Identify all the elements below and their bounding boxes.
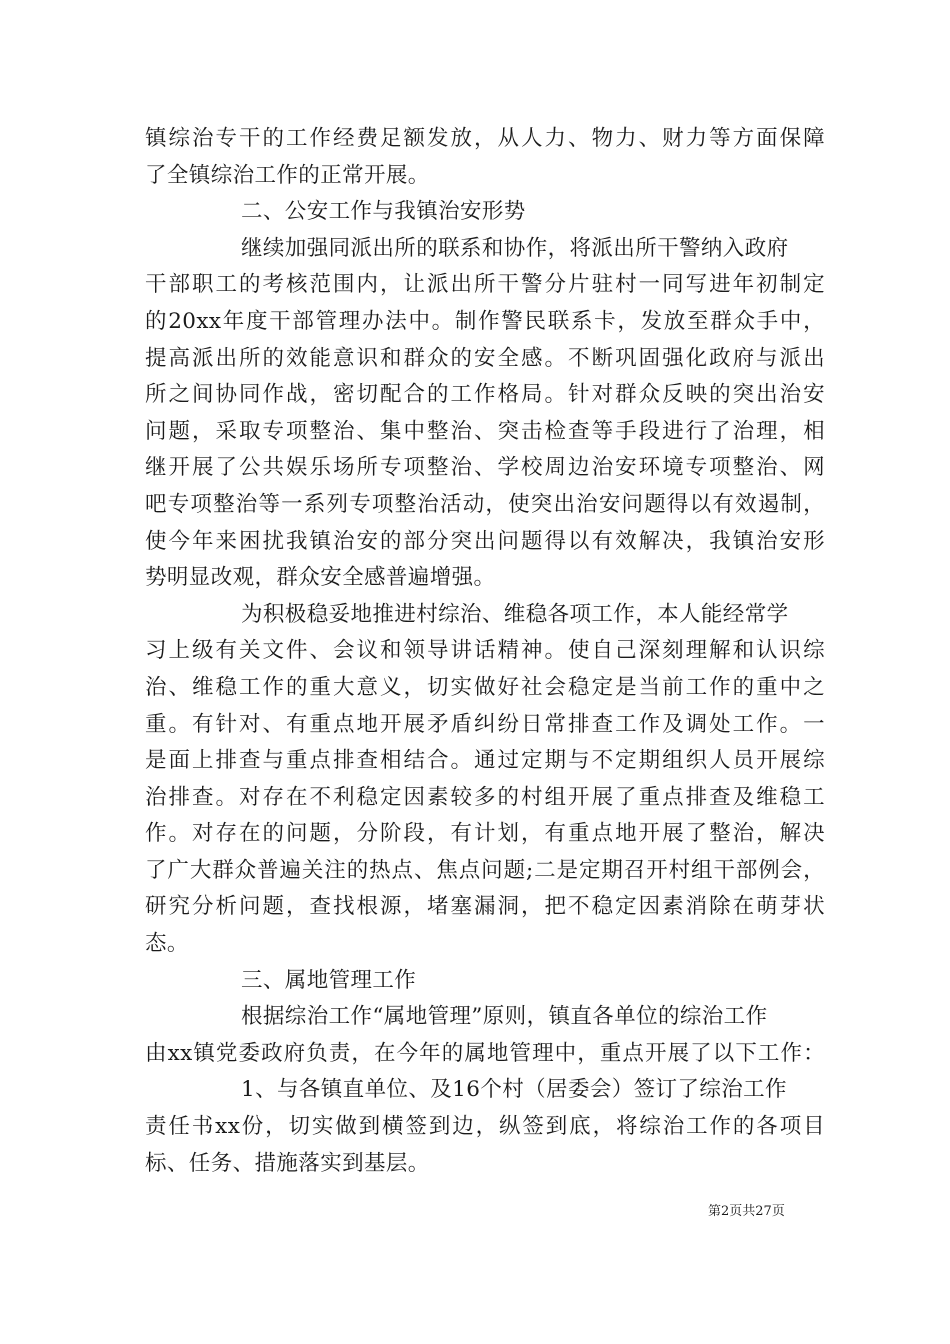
text-line: 使今年来困扰我镇治安的部分突出问题得以有效解决，我镇治安形 — [145, 528, 825, 554]
page-number-footer: 第2页共27页 — [708, 1204, 785, 1219]
text-line: 干部职工的考核范围内，让派出所干警分片驻村一同写进年初制定 — [145, 272, 825, 298]
text-line: 是面上排查与重点排查相结合。通过定期与不定期组织人员开展综 — [145, 748, 825, 774]
text-line: 了全镇综治工作的正常开展。 — [145, 162, 430, 188]
text-line: 了广大群众普遍关注的热点、焦点问题;二是定期召开村组干部例会， — [145, 857, 825, 883]
text-line: 镇综治专干的工作经费足额发放，从人力、物力、财力等方面保障 — [145, 126, 825, 151]
text-line: 继续加强同派出所的联系和协作，将派出所干警纳入政府 — [241, 235, 789, 261]
text-line: 所之间协同作战，密切配合的工作格局。针对群众反映的突出治安 — [145, 382, 825, 408]
text-line: 势明显改观，群众安全感普遍增强。 — [145, 565, 496, 591]
text-line: 的20xx年度干部管理办法中。制作警民联系卡，发放至群众手中， — [145, 308, 825, 334]
text-line: 根据综治工作“属地管理”原则，镇直各单位的综治工作 — [241, 1004, 768, 1030]
document-body — [145, 121, 825, 1182]
text-line: 作。对存在的问题，分阶段，有计划，有重点地开展了整治，解决 — [145, 821, 825, 847]
text-line: 1、与各镇直单位、及16个村（居委会）签订了综治工作 — [241, 1077, 787, 1103]
text-line: 继开展了公共娱乐场所专项整治、学校周边治安环境专项整治、网 — [145, 455, 825, 481]
section-heading: 三、属地管理工作 — [241, 967, 417, 993]
text-line: 责任书xx份，切实做到横签到边，纵签到底，将综治工作的各项目 — [145, 1114, 825, 1140]
text-line: 吧专项整治等一系列专项整治活动，使突出治安问题得以有效遏制， — [145, 491, 825, 517]
text-line: 治、维稳工作的重大意义，切实做好社会稳定是当前工作的重中之 — [145, 674, 825, 700]
text-line: 标、任务、措施落实到基层。 — [145, 1150, 430, 1176]
section-heading: 二、公安工作与我镇治安形势 — [241, 199, 526, 225]
text-line: 态。 — [145, 931, 189, 957]
text-line: 研究分析问题，查找根源，堵塞漏洞，把不稳定因素消除在萌芽状 — [145, 894, 825, 920]
text-line: 重。有针对、有重点地开展矛盾纠纷日常排查工作及调处工作。一 — [145, 711, 825, 737]
text-line: 为积极稳妥地推进村综治、维稳各项工作，本人能经常学 — [241, 601, 789, 627]
text-line: 由xx镇党委政府负责，在今年的属地管理中，重点开展了以下工作： — [145, 1040, 825, 1066]
text-line: 习上级有关文件、会议和领导讲话精神。使自己深刻理解和认识综 — [145, 638, 825, 664]
text-line: 提高派出所的效能意识和群众的安全感。不断巩固强化政府与派出 — [145, 345, 825, 371]
text-line: 问题，采取专项整治、集中整治、突击检查等手段进行了治理，相 — [145, 418, 825, 444]
text-line: 治排查。对存在不利稳定因素较多的村组开展了重点排查及维稳工 — [145, 784, 825, 810]
